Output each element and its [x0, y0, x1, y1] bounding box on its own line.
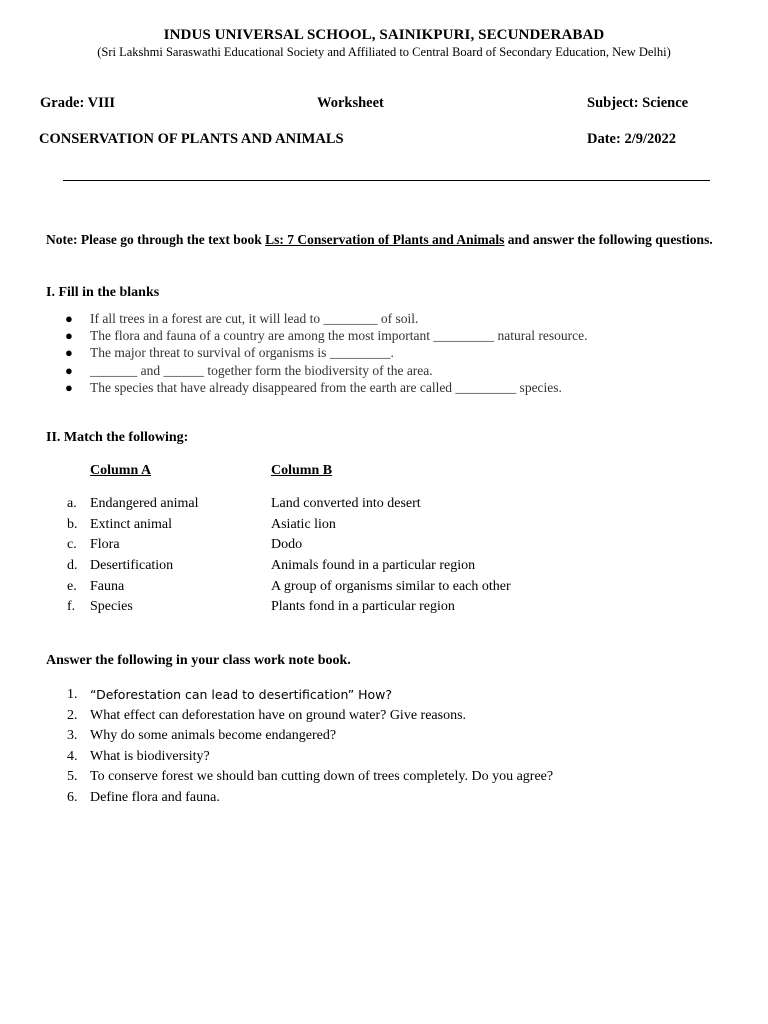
table-row	[67, 515, 687, 536]
question-text: Define flora and fauna.	[90, 789, 220, 805]
list-item	[62, 310, 587, 327]
list-item	[62, 379, 587, 396]
note-prefix: Note: Please go through the text book	[46, 232, 266, 247]
column-a-header: Column A	[90, 463, 152, 478]
question-number: 4.	[67, 748, 78, 764]
list-item	[67, 706, 707, 727]
instruction-note	[46, 230, 736, 250]
table-row	[67, 535, 687, 556]
subject-label: Subject: Science	[587, 95, 689, 111]
table-row	[67, 494, 687, 515]
question-number: 1.	[67, 687, 78, 702]
column-a-cell: Species	[90, 599, 133, 615]
worksheet-label: Worksheet	[317, 95, 384, 111]
topic-title: CONSERVATION OF PLANTS AND ANIMALS	[39, 131, 344, 147]
column-a-cell: Endangered animal	[90, 496, 199, 511]
question-number: 6.	[67, 789, 78, 805]
row-letter: b.	[67, 516, 78, 532]
header-divider	[63, 180, 710, 181]
bullet-icon: ●	[65, 362, 73, 378]
table-row	[67, 577, 687, 598]
school-affiliation: (Sri Lakshmi Saraswathi Educational Society and Affiliated to Central Board of Secondary Education, New Delhi)	[97, 45, 671, 59]
fill-blank-text: The major threat to survival of organisms is _________.	[90, 345, 394, 361]
list-item	[67, 685, 707, 706]
column-b-cell: Dodo	[271, 537, 303, 553]
question-text: “Deforestation can lead to desertification” How?	[90, 687, 393, 702]
column-b-cell: Asiatic lion	[271, 516, 336, 532]
question-number: 2.	[67, 707, 78, 723]
question-number: 3.	[67, 728, 78, 744]
column-a-cell: Flora	[90, 537, 120, 553]
fill-blank-text: If all trees in a forest are cut, it will lead to ________ of soil.	[90, 311, 419, 326]
questions-heading: Answer the following in your class work note book.	[46, 653, 351, 668]
date-label: Date: 2/9/2022	[587, 131, 676, 147]
fill-blanks-list	[62, 310, 587, 396]
list-item	[62, 362, 587, 379]
fill-blanks-heading: I. Fill in the blanks	[46, 285, 160, 300]
question-text: What is biodiversity?	[90, 748, 210, 764]
question-text: What effect can deforestation have on ground water? Give reasons.	[90, 707, 467, 723]
list-item	[67, 788, 707, 809]
note-lesson-reference: Ls: 7 Conservation of Plants and Animals	[265, 232, 505, 247]
question-text: To conserve forest we should ban cutting down of trees completely. Do you agree?	[90, 769, 554, 785]
bullet-icon: ●	[65, 311, 73, 326]
match-table	[67, 494, 687, 618]
table-row	[67, 556, 687, 577]
list-item	[62, 344, 587, 361]
list-item	[62, 327, 587, 344]
fill-blank-text: The flora and fauna of a country are among the most important _________ natural resource.	[90, 328, 588, 344]
column-b-cell: Land converted into desert	[271, 496, 421, 511]
school-name: INDUS UNIVERSAL SCHOOL, SAINIKPURI, SECUNDERABAD	[163, 27, 605, 43]
list-item	[67, 726, 707, 747]
column-b-header: Column B	[271, 463, 333, 478]
row-letter: d.	[67, 558, 78, 574]
grade-label: Grade: VIII	[40, 95, 116, 111]
question-number: 5.	[67, 769, 78, 785]
row-letter: f.	[67, 599, 76, 615]
column-a-cell: Fauna	[90, 578, 125, 594]
fill-blank-text: The species that have already disappeared from the earth are called _________ species.	[90, 379, 562, 395]
note-suffix: and answer the following questions.	[504, 232, 713, 247]
bullet-icon: ●	[65, 328, 73, 344]
column-a-cell: Desertification	[90, 558, 174, 574]
fill-blank-text: _______ and ______ together form the biodiversity of the area.	[90, 362, 433, 378]
row-letter: e.	[67, 578, 77, 594]
row-letter: a.	[67, 496, 77, 511]
question-text: Why do some animals become endangered?	[90, 728, 337, 744]
questions-list	[67, 685, 707, 809]
match-heading: II. Match the following:	[46, 430, 189, 445]
list-item	[67, 747, 707, 768]
column-a-cell: Extinct animal	[90, 516, 173, 532]
row-letter: c.	[67, 537, 77, 553]
column-b-cell: Plants fond in a particular region	[271, 599, 455, 615]
column-b-cell: Animals found in a particular region	[271, 558, 476, 574]
bullet-icon: ●	[65, 345, 73, 361]
bullet-icon: ●	[65, 379, 73, 395]
list-item	[67, 767, 707, 788]
column-b-cell: A group of organisms similar to each other	[271, 578, 511, 594]
table-row	[67, 597, 687, 618]
